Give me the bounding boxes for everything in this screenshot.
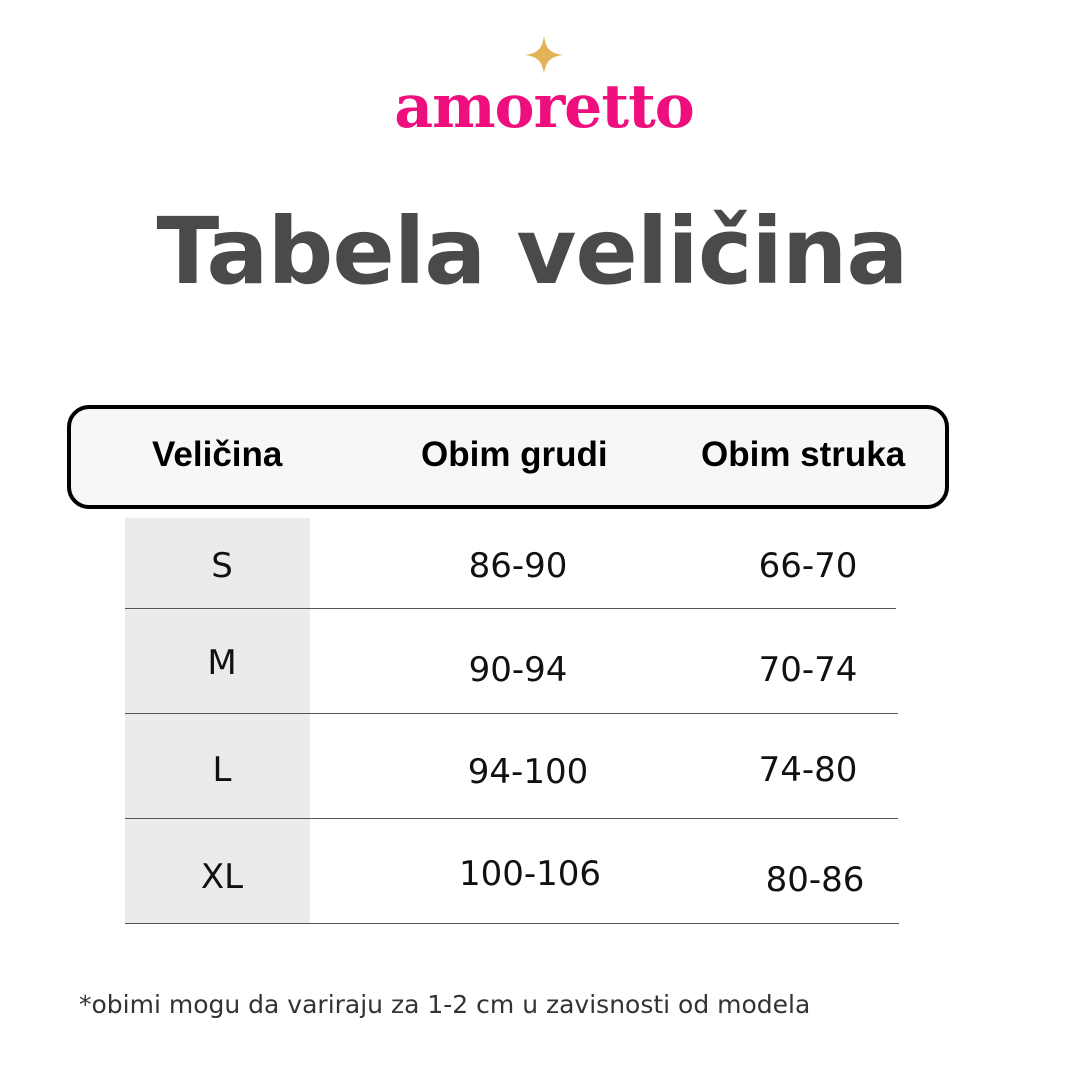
footnote: *obimi mogu da variraju za 1-2 cm u zavisnosti od modela [79, 990, 811, 1019]
waist-cell: 80-86 [765, 860, 865, 900]
row-divider [125, 713, 898, 714]
waist-cell: 74-80 [758, 750, 858, 790]
waist-cell: 66-70 [758, 546, 858, 586]
header-waist: Obim struka [701, 435, 906, 474]
size-cell: S [211, 546, 233, 586]
row-divider [125, 608, 896, 609]
size-cell: L [212, 750, 232, 790]
bust-cell: 94-100 [467, 752, 589, 792]
bust-cell: 86-90 [468, 546, 568, 586]
bust-cell: 90-94 [468, 650, 568, 690]
size-cell: XL [200, 857, 244, 897]
row-divider [125, 818, 898, 819]
size-cell: M [207, 643, 237, 683]
sparkle-icon [523, 34, 565, 76]
bust-cell: 100-106 [458, 854, 602, 894]
page-title: Tabela veličina [156, 198, 908, 305]
header-size: Veličina [152, 435, 283, 474]
header-bust: Obim grudi [421, 435, 608, 474]
row-divider [125, 923, 899, 924]
brand-logo: amoretto [394, 72, 694, 142]
waist-cell: 70-74 [758, 650, 858, 690]
